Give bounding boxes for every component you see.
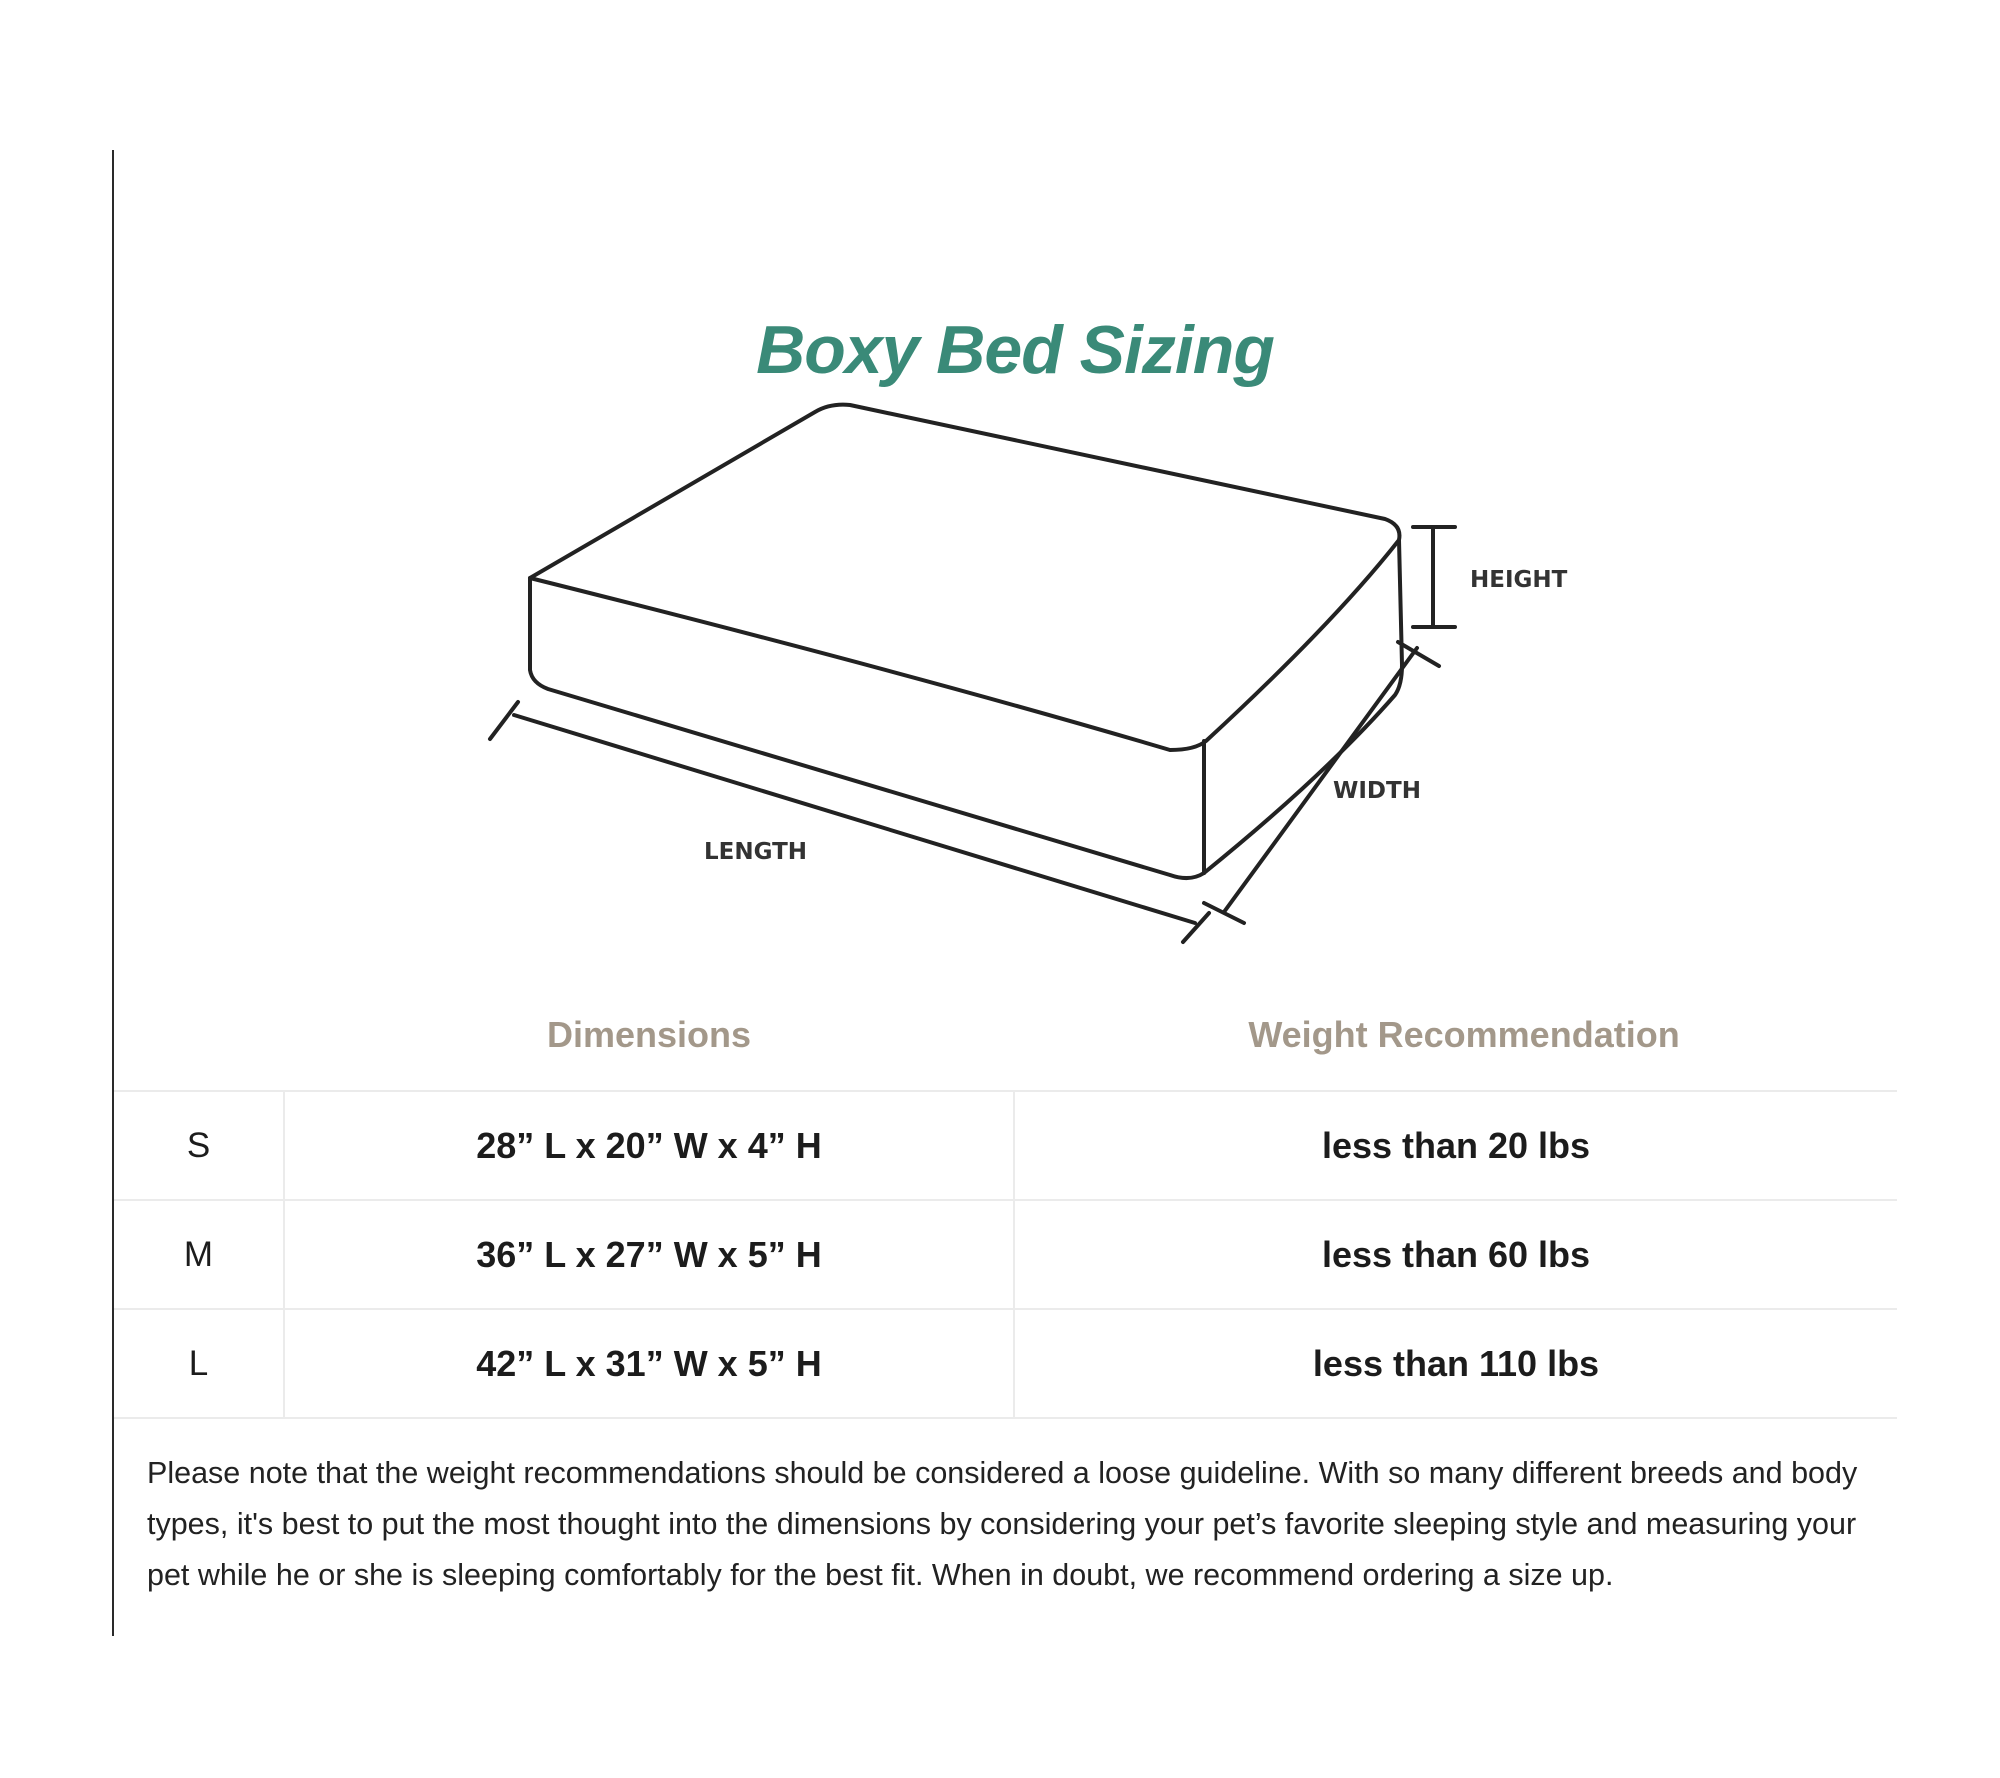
- length-dimension-line: [514, 715, 1195, 923]
- dimensions-heading: Dimensions: [546, 1014, 752, 1055]
- dimensions-cell: 28” L x 20” W x 4” H: [284, 1091, 1014, 1200]
- length-tick-left: [490, 702, 518, 739]
- dimensions-cell: 42” L x 31” W x 5” H: [284, 1309, 1014, 1418]
- size-cell: L: [114, 1309, 284, 1418]
- size-cell: M: [114, 1200, 284, 1309]
- table-row: [114, 1200, 1897, 1309]
- length-label: LENGTH: [704, 839, 808, 865]
- height-label: HEIGHT: [1470, 567, 1568, 593]
- table-row: [114, 1091, 1897, 1200]
- size-cell: S: [114, 1091, 284, 1200]
- bed-front-side: [530, 578, 1204, 878]
- page-title: Boxy Bed Sizing: [756, 311, 1274, 388]
- weight-cell: less than 20 lbs: [1014, 1091, 1897, 1200]
- weight-cell: less than 60 lbs: [1014, 1200, 1897, 1309]
- weight-recommendation-heading: Weight Recommendation: [1248, 1014, 1680, 1055]
- bed-diagram: [470, 395, 1570, 965]
- weight-cell: less than 110 lbs: [1014, 1309, 1897, 1418]
- dimensions-cell: 36” L x 27” W x 5” H: [284, 1200, 1014, 1309]
- sizing-table: [114, 1090, 1897, 1419]
- sizing-note: Please note that the weight recommendations should be considered a loose guideline. With so many different breeds and body types, it's best to put the most thought into the dimensions by considering your pet’s favorite sleeping style and measuring your pet while he or she is sleeping comfortably for the best fit. When in doubt, we recommend ordering a size up.: [147, 1456, 1858, 1592]
- table-row: [114, 1309, 1897, 1418]
- length-tick-right: [1183, 913, 1209, 942]
- bed-top-face: [530, 405, 1399, 750]
- width-label: WIDTH: [1333, 778, 1421, 804]
